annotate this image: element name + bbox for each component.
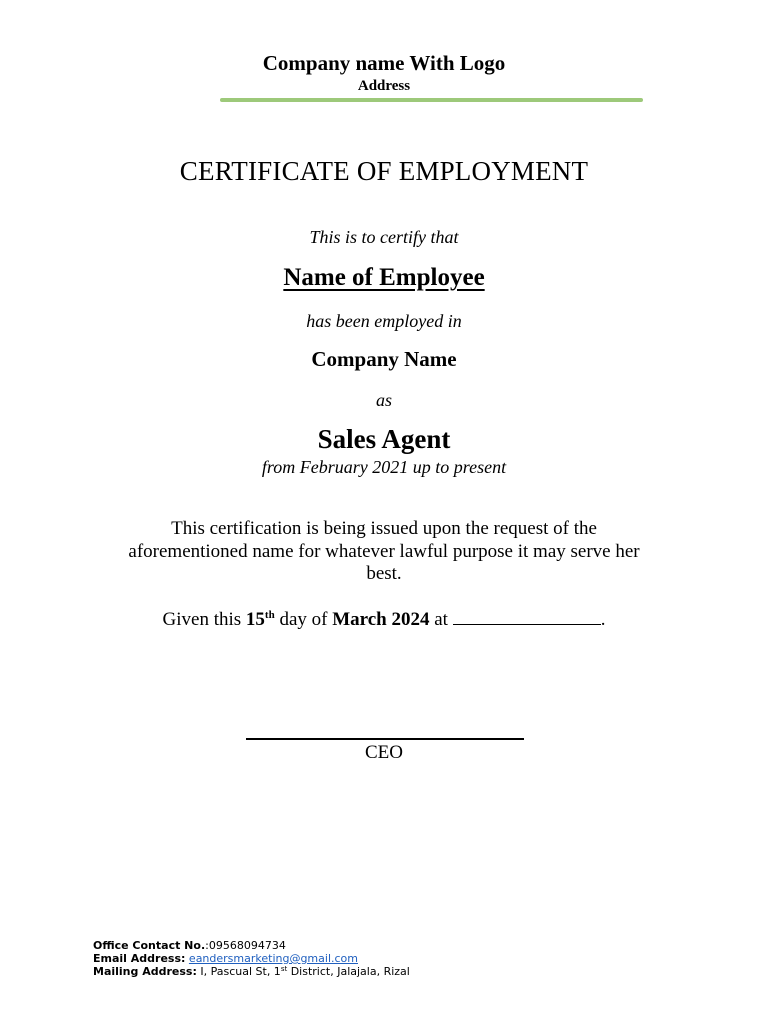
certificate-title: CERTIFICATE OF EMPLOYMENT: [179, 156, 589, 186]
signatory-title: CEO: [365, 742, 403, 763]
employer-company-name: Company Name: [311, 347, 457, 371]
given-middle: day of: [274, 609, 333, 630]
given-prefix: Given this: [162, 609, 246, 630]
purpose-paragraph: [84, 518, 684, 586]
job-position: Sales Agent: [317, 424, 451, 454]
company-address: Address: [357, 78, 411, 94]
purpose-line: best.: [366, 563, 402, 584]
given-month-year: March 2024: [332, 609, 430, 630]
employed-phrase: has been employed in: [306, 311, 462, 331]
place-blank-line: [453, 609, 601, 625]
signature-line: [246, 738, 524, 740]
given-day-suffix: th: [264, 609, 275, 621]
employee-name: Name of Employee: [283, 264, 485, 291]
company-header: Company name With Logo: [262, 51, 506, 75]
header-divider: [220, 98, 643, 102]
contact-label: Office Contact No.: [93, 939, 206, 952]
email-label: Email Address:: [93, 952, 186, 965]
certify-intro: This is to certify that: [309, 227, 459, 247]
employment-period: from February 2021 up to present: [261, 457, 507, 477]
given-at: at: [429, 609, 453, 630]
purpose-line: This certification is being issued upon the request of the: [171, 518, 597, 539]
given-date-line: [0, 609, 768, 631]
contact-value: 09568094734: [208, 939, 286, 952]
purpose-line: aforementioned name for whatever lawful purpose it may serve her: [128, 540, 640, 562]
mailing-sup: st: [280, 965, 288, 973]
given-day: 15: [245, 609, 265, 630]
mailing-part2: District, Jalajala, Rizal: [287, 965, 410, 978]
footer-mailing-line: [93, 965, 410, 978]
mailing-label: Mailing Address:: [93, 965, 197, 978]
footer-email-line: [93, 952, 410, 965]
footer-contact-line: [93, 939, 410, 952]
mailing-part1: I, Pascual St, 1: [196, 965, 281, 978]
given-end: .: [600, 609, 606, 630]
as-word: as: [375, 390, 392, 410]
email-link[interactable]: eandersmarketing@gmail.com: [188, 952, 358, 965]
footer-contact-block: [93, 939, 410, 978]
contact-separator: :: [205, 939, 209, 952]
